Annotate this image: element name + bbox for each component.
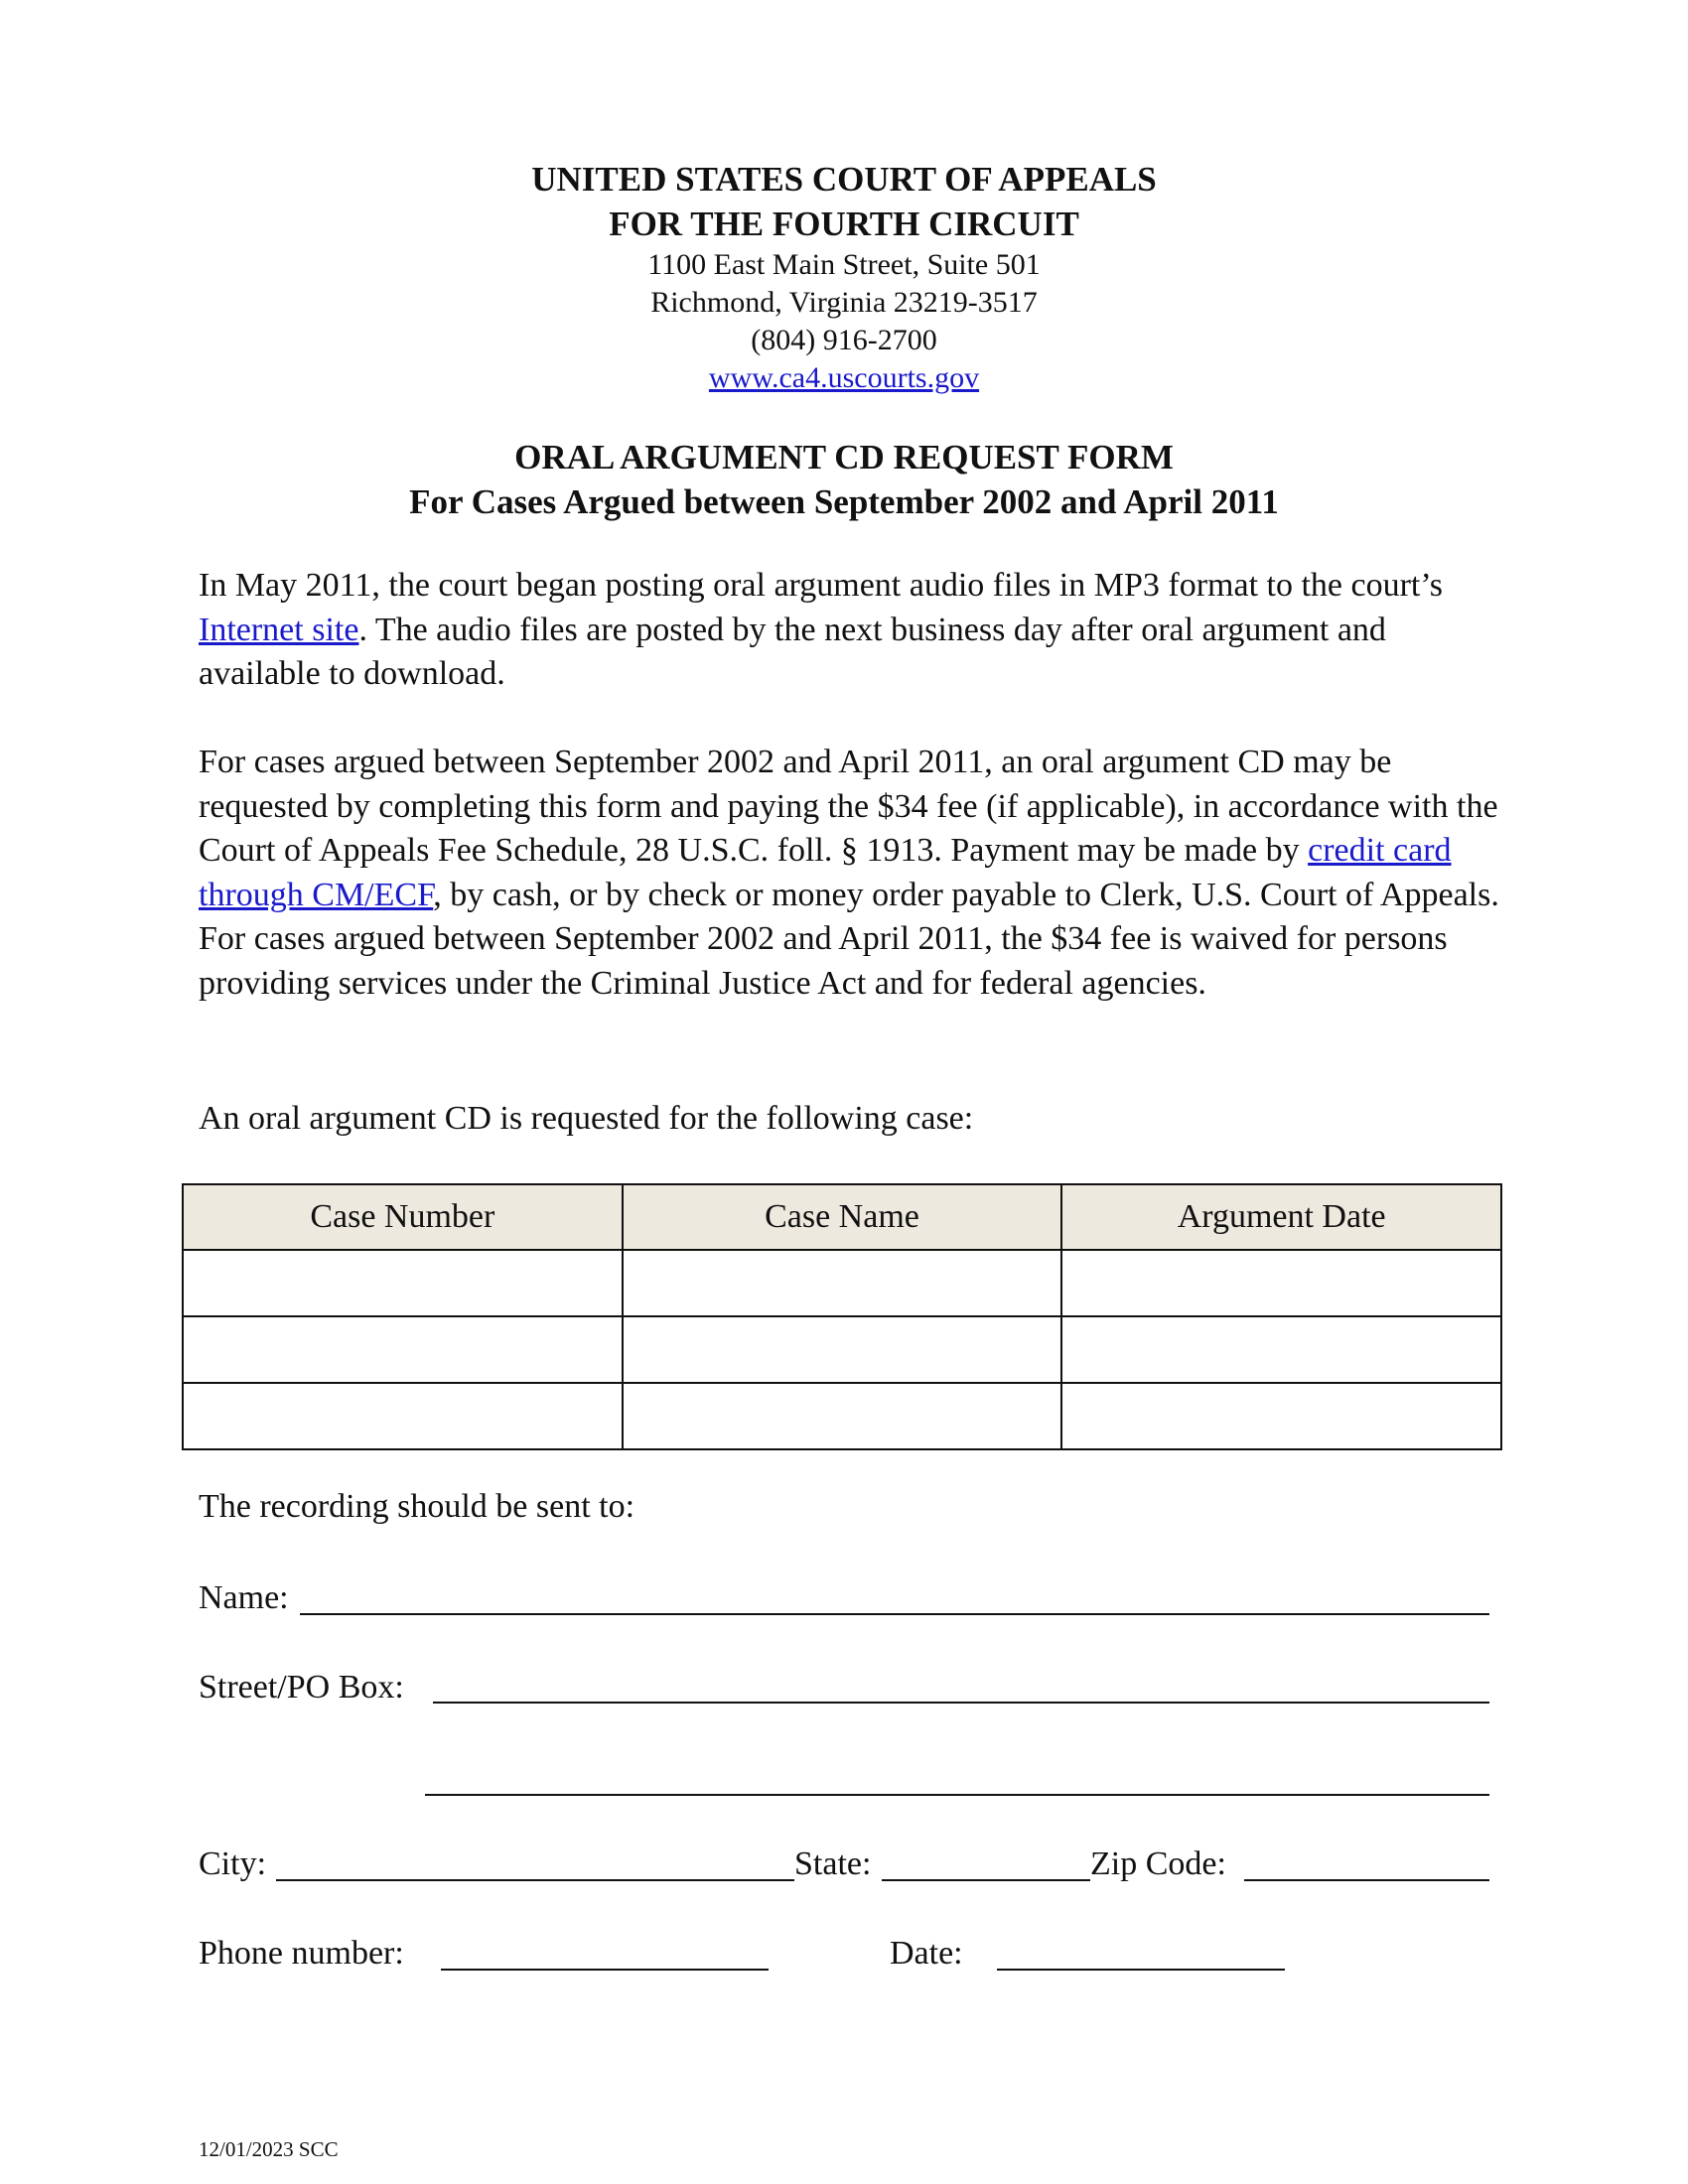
- phone-field[interactable]: [441, 1969, 769, 1971]
- form-title-block: [0, 435, 1688, 524]
- case-table: [182, 1183, 1502, 1450]
- table-row: [183, 1316, 1501, 1383]
- case-number-cell[interactable]: [183, 1383, 623, 1449]
- internet-site-link[interactable]: Internet site: [199, 611, 359, 648]
- revision-footer: 12/01/2023 SCC: [199, 2137, 339, 2161]
- form-title: ORAL ARGUMENT CD REQUEST FORM: [514, 438, 1174, 477]
- court-phone: (804) 916-2700: [751, 324, 937, 356]
- street-field-line-2[interactable]: [425, 1794, 1489, 1796]
- address-line-1: 1100 East Main Street, Suite 501: [647, 248, 1041, 281]
- city-field[interactable]: [276, 1879, 794, 1881]
- zip-label: Zip Code:: [1090, 1845, 1226, 1882]
- table-row: [183, 1250, 1501, 1316]
- name-label: Name:: [199, 1579, 289, 1616]
- date-field[interactable]: [997, 1969, 1285, 1971]
- street-field[interactable]: [433, 1702, 1489, 1704]
- phone-label: Phone number:: [199, 1935, 404, 1972]
- intro-paragraph-2: For cases argued between September 2002 and April 2011, an oral argument CD may be requested by completing this form and paying the $34 fee (if applicable), in accordance with the Court of Appeals Fee Schedule, 28 U.S.C. foll. § 1913. Payment may be made by credit card through CM/ECF, by cash, or by check or money order payable to Clerk, U.S. Court of Appeals. For cases argued between September 2002 and April 2011, the $34 fee is waived for persons providing services under the Criminal Justice Act and for federal agencies.: [199, 744, 1499, 1002]
- case-number-header: Case Number: [183, 1184, 623, 1250]
- argument-date-cell[interactable]: [1061, 1383, 1501, 1449]
- argument-date-header: Argument Date: [1061, 1184, 1501, 1250]
- court-name: UNITED STATES COURT OF APPEALS: [531, 160, 1157, 199]
- credit-card-cmecf-link[interactable]: credit card through CM/ECF: [199, 832, 1452, 913]
- form-subtitle: For Cases Argued between September 2002 and April 2011: [409, 482, 1279, 521]
- court-circuit: FOR THE FOURTH CIRCUIT: [609, 205, 1079, 243]
- table-row: [183, 1383, 1501, 1449]
- case-name-cell[interactable]: [623, 1316, 1062, 1383]
- case-name-cell[interactable]: [623, 1250, 1062, 1316]
- case-request-intro: An oral argument CD is requested for the following case:: [199, 1100, 974, 1137]
- street-label: Street/PO Box:: [199, 1669, 404, 1706]
- recipient-heading: The recording should be sent to:: [199, 1488, 635, 1525]
- name-field[interactable]: [300, 1613, 1489, 1615]
- case-number-cell[interactable]: [183, 1250, 623, 1316]
- city-label: City:: [199, 1845, 267, 1882]
- date-label: Date:: [890, 1935, 963, 1972]
- case-name-header: Case Name: [623, 1184, 1062, 1250]
- case-table-header-row: [183, 1184, 1501, 1250]
- state-label: State:: [794, 1845, 872, 1882]
- address-line-2: Richmond, Virginia 23219-3517: [650, 286, 1038, 319]
- argument-date-cell[interactable]: [1061, 1316, 1501, 1383]
- case-number-cell[interactable]: [183, 1316, 623, 1383]
- case-name-cell[interactable]: [623, 1383, 1062, 1449]
- state-field[interactable]: [882, 1879, 1090, 1881]
- court-header: [0, 157, 1688, 397]
- zip-code-field[interactable]: [1244, 1879, 1489, 1881]
- court-website-link[interactable]: www.ca4.uscourts.gov: [708, 361, 980, 394]
- intro-paragraph-1: In May 2011, the court began posting oral argument audio files in MP3 format to the court’s Internet site. The audio files are posted by the next business day after oral argument and available to download.: [199, 567, 1444, 693]
- argument-date-cell[interactable]: [1061, 1250, 1501, 1316]
